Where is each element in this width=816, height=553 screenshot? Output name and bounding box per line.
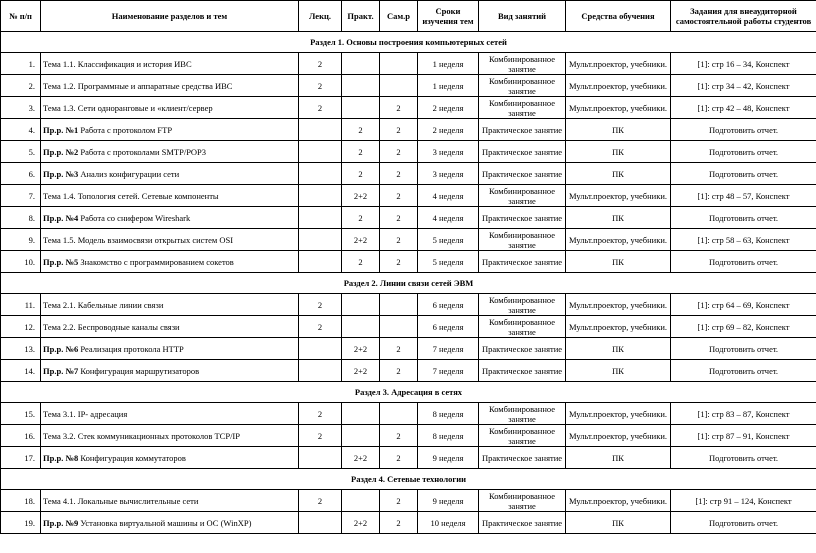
self-study-hours: 2 xyxy=(380,119,418,141)
lesson-type: Практическое занятие xyxy=(479,338,566,360)
self-study-hours xyxy=(380,316,418,338)
teaching-means: ПК xyxy=(566,207,671,229)
header-type: Вид занятий xyxy=(479,1,566,32)
table-row xyxy=(1,294,816,316)
row-number: 5. xyxy=(1,141,41,163)
table-row xyxy=(1,425,816,447)
homework-task: [1]: стр 42 – 48, Конспект xyxy=(671,97,816,119)
table-body xyxy=(1,32,816,534)
self-study-hours: 2 xyxy=(380,447,418,469)
topic-cell xyxy=(41,97,299,119)
practice-hours: 2+2 xyxy=(342,447,380,469)
teaching-means: ПК xyxy=(566,119,671,141)
header-self: Сам.р xyxy=(380,1,418,32)
homework-task: Подготовить отчет. xyxy=(671,207,816,229)
table-row xyxy=(1,53,816,75)
study-term: 10 неделя xyxy=(418,512,479,534)
practical-work-label: Пр.р. №4 xyxy=(43,212,79,223)
table-row xyxy=(1,207,816,229)
row-number: 7. xyxy=(1,185,41,207)
table-row xyxy=(1,512,816,534)
lesson-type: Практическое занятие xyxy=(479,141,566,163)
topic-cell xyxy=(41,75,299,97)
lesson-type: Практическое занятие xyxy=(479,163,566,185)
teaching-means: ПК xyxy=(566,163,671,185)
table-row xyxy=(1,403,816,425)
topic-cell xyxy=(41,403,299,425)
lesson-type: Практическое занятие xyxy=(479,251,566,273)
homework-task: [1]: стр 69 – 82, Конспект xyxy=(671,316,816,338)
study-term: 8 неделя xyxy=(418,403,479,425)
homework-task: [1]: стр 34 – 42, Конспект xyxy=(671,75,816,97)
teaching-means: Мульт.проектор, учебники. xyxy=(566,403,671,425)
study-term: 7 неделя xyxy=(418,360,479,382)
teaching-means: Мульт.проектор, учебники. xyxy=(566,316,671,338)
lecture-hours: 2 xyxy=(299,403,342,425)
lesson-type: Комбинированное занятие xyxy=(479,185,566,207)
practical-work-label: Пр.р. №7 xyxy=(43,365,79,376)
practice-hours: 2 xyxy=(342,141,380,163)
row-number: 11. xyxy=(1,294,41,316)
teaching-means: Мульт.проектор, учебники. xyxy=(566,75,671,97)
lecture-hours: 2 xyxy=(299,425,342,447)
row-number: 15. xyxy=(1,403,41,425)
homework-task: Подготовить отчет. xyxy=(671,119,816,141)
lesson-type: Комбинированное занятие xyxy=(479,53,566,75)
section-row xyxy=(1,382,816,403)
table-row xyxy=(1,338,816,360)
self-study-hours: 2 xyxy=(380,229,418,251)
lecture-hours xyxy=(299,338,342,360)
self-study-hours xyxy=(380,75,418,97)
row-number: 12. xyxy=(1,316,41,338)
self-study-hours: 2 xyxy=(380,251,418,273)
homework-task: [1]: стр 48 – 57, Конспект xyxy=(671,185,816,207)
topic-name: Установка виртуальной машины и ОС (WinXP) xyxy=(78,517,252,528)
homework-task: [1]: стр 87 – 91, Конспект xyxy=(671,425,816,447)
lesson-type: Комбинированное занятие xyxy=(479,403,566,425)
practice-hours: 2+2 xyxy=(342,512,380,534)
topic-cell xyxy=(41,185,299,207)
practice-hours: 2 xyxy=(342,207,380,229)
practice-hours xyxy=(342,53,380,75)
header-row xyxy=(1,1,816,32)
section-title: Раздел 3. Адресация в сетях xyxy=(1,382,816,403)
lecture-hours: 2 xyxy=(299,294,342,316)
topic-name: Тема 2.1. Кабельные линии связи xyxy=(43,299,164,310)
topic-cell xyxy=(41,360,299,382)
lesson-type: Комбинированное занятие xyxy=(479,75,566,97)
lecture-hours: 2 xyxy=(299,490,342,512)
topic-cell xyxy=(41,447,299,469)
lecture-hours: 2 xyxy=(299,316,342,338)
teaching-means: ПК xyxy=(566,251,671,273)
self-study-hours: 2 xyxy=(380,185,418,207)
teaching-means: ПК xyxy=(566,360,671,382)
homework-task: Подготовить отчет. xyxy=(671,141,816,163)
lesson-type: Комбинированное занятие xyxy=(479,229,566,251)
table-row xyxy=(1,447,816,469)
lecture-hours xyxy=(299,360,342,382)
section-row xyxy=(1,469,816,490)
topic-cell xyxy=(41,53,299,75)
row-number: 8. xyxy=(1,207,41,229)
lecture-hours xyxy=(299,185,342,207)
self-study-hours: 2 xyxy=(380,97,418,119)
topic-cell xyxy=(41,251,299,273)
section-title: Раздел 4. Сетевые технологии xyxy=(1,469,816,490)
teaching-means: Мульт.проектор, учебники. xyxy=(566,97,671,119)
teaching-means: Мульт.проектор, учебники. xyxy=(566,53,671,75)
practical-work-label: Пр.р. №3 xyxy=(43,168,79,179)
practice-hours xyxy=(342,75,380,97)
topic-cell xyxy=(41,316,299,338)
topic-name: Тема 3.2. Стек коммуникационных протоколов TCP/IP xyxy=(43,430,240,441)
practical-work-label: Пр.р. №9 xyxy=(43,517,79,528)
topic-cell xyxy=(41,229,299,251)
self-study-hours: 2 xyxy=(380,490,418,512)
lecture-hours: 2 xyxy=(299,97,342,119)
lecture-hours xyxy=(299,512,342,534)
lesson-type: Комбинированное занятие xyxy=(479,97,566,119)
lesson-type: Практическое занятие xyxy=(479,512,566,534)
lesson-type: Практическое занятие xyxy=(479,207,566,229)
table-row xyxy=(1,75,816,97)
homework-task: [1]: стр 83 – 87, Конспект xyxy=(671,403,816,425)
study-term: 4 неделя xyxy=(418,185,479,207)
table-row xyxy=(1,119,816,141)
lecture-hours xyxy=(299,229,342,251)
topic-cell xyxy=(41,490,299,512)
topic-cell xyxy=(41,163,299,185)
homework-task: Подготовить отчет. xyxy=(671,447,816,469)
practical-work-label: Пр.р. №1 xyxy=(43,124,79,135)
table-row xyxy=(1,490,816,512)
homework-task: Подготовить отчет. xyxy=(671,338,816,360)
topic-name: Тема 1.5. Модель взаимосвязи открытых систем OSI xyxy=(43,234,234,245)
topic-name: Работа с протоколом FTP xyxy=(78,124,173,135)
practice-hours: 2+2 xyxy=(342,360,380,382)
lecture-hours xyxy=(299,119,342,141)
table-row xyxy=(1,185,816,207)
homework-task: Подготовить отчет. xyxy=(671,163,816,185)
practice-hours xyxy=(342,403,380,425)
study-term: 8 неделя xyxy=(418,425,479,447)
homework-task: [1]: стр 64 – 69, Конспект xyxy=(671,294,816,316)
lesson-type: Комбинированное занятие xyxy=(479,425,566,447)
lecture-hours: 2 xyxy=(299,75,342,97)
topic-name: Тема 1.1. Классификация и история ИВС xyxy=(43,58,192,69)
lesson-type: Практическое занятие xyxy=(479,360,566,382)
topic-name: Работа с протоколами SMTP/POP3 xyxy=(78,146,207,157)
self-study-hours: 2 xyxy=(380,338,418,360)
header-num: № п/п xyxy=(1,1,41,32)
topic-name: Знакомство с программированием сокетов xyxy=(78,256,234,267)
teaching-means: ПК xyxy=(566,512,671,534)
lesson-type: Комбинированное занятие xyxy=(479,490,566,512)
header-name: Наименование разделов и тем xyxy=(41,1,299,32)
study-term: 5 неделя xyxy=(418,229,479,251)
practice-hours: 2 xyxy=(342,163,380,185)
practical-work-label: Пр.р. №2 xyxy=(43,146,79,157)
section-title: Раздел 2. Линии связи сетей ЭВМ xyxy=(1,273,816,294)
lecture-hours: 2 xyxy=(299,53,342,75)
topic-cell xyxy=(41,119,299,141)
row-number: 19. xyxy=(1,512,41,534)
practical-work-label: Пр.р. №6 xyxy=(43,343,79,354)
study-term: 7 неделя xyxy=(418,338,479,360)
row-number: 2. xyxy=(1,75,41,97)
self-study-hours xyxy=(380,53,418,75)
section-row xyxy=(1,32,816,53)
study-term: 3 неделя xyxy=(418,141,479,163)
lecture-hours xyxy=(299,447,342,469)
topic-name: Тема 2.2. Беспроводные каналы связи xyxy=(43,321,180,332)
table-row xyxy=(1,163,816,185)
topic-name: Анализ конфигурации сети xyxy=(78,168,180,179)
practice-hours xyxy=(342,490,380,512)
row-number: 6. xyxy=(1,163,41,185)
teaching-means: ПК xyxy=(566,141,671,163)
row-number: 3. xyxy=(1,97,41,119)
row-number: 4. xyxy=(1,119,41,141)
homework-task: [1]: стр 16 – 34, Конспект xyxy=(671,53,816,75)
topic-name: Тема 1.3. Сети одноранговые и «клиент/сервер xyxy=(43,102,213,113)
homework-task: Подготовить отчет. xyxy=(671,251,816,273)
homework-task: [1]: стр 58 – 63, Конспект xyxy=(671,229,816,251)
practical-work-label: Пр.р. №5 xyxy=(43,256,79,267)
row-number: 14. xyxy=(1,360,41,382)
self-study-hours xyxy=(380,294,418,316)
table-row xyxy=(1,229,816,251)
study-term: 2 неделя xyxy=(418,119,479,141)
row-number: 16. xyxy=(1,425,41,447)
topic-name: Работа со снифером Wireshark xyxy=(78,212,191,223)
practice-hours xyxy=(342,97,380,119)
topic-name: Тема 1.2. Программные и аппаратные средства ИВС xyxy=(43,80,233,91)
row-number: 10. xyxy=(1,251,41,273)
teaching-means: Мульт.проектор, учебники. xyxy=(566,425,671,447)
teaching-means: Мульт.проектор, учебники. xyxy=(566,185,671,207)
lesson-type: Комбинированное занятие xyxy=(479,294,566,316)
study-term: 5 неделя xyxy=(418,251,479,273)
homework-task: [1]: стр 91 – 124, Конспект xyxy=(671,490,816,512)
section-title: Раздел 1. Основы построения компьютерных сетей xyxy=(1,32,816,53)
topic-name: Конфигурация маршрутизаторов xyxy=(78,365,200,376)
teaching-means: Мульт.проектор, учебники. xyxy=(566,294,671,316)
practice-hours: 2+2 xyxy=(342,338,380,360)
topic-name: Реализация протокола HTTP xyxy=(78,343,184,354)
section-row xyxy=(1,273,816,294)
header-term: Сроки изучения тем xyxy=(418,1,479,32)
practice-hours: 2+2 xyxy=(342,185,380,207)
table-row xyxy=(1,97,816,119)
study-term: 1 неделя xyxy=(418,75,479,97)
row-number: 9. xyxy=(1,229,41,251)
teaching-means: Мульт.проектор, учебники. xyxy=(566,229,671,251)
homework-task: Подготовить отчет. xyxy=(671,360,816,382)
lecture-hours xyxy=(299,207,342,229)
lesson-type: Практическое занятие xyxy=(479,447,566,469)
topic-cell xyxy=(41,425,299,447)
teaching-means: Мульт.проектор, учебники. xyxy=(566,490,671,512)
table-row xyxy=(1,141,816,163)
topic-cell xyxy=(41,338,299,360)
row-number: 18. xyxy=(1,490,41,512)
homework-task: Подготовить отчет. xyxy=(671,512,816,534)
teaching-means: ПК xyxy=(566,338,671,360)
practice-hours: 2 xyxy=(342,119,380,141)
practical-work-label: Пр.р. №8 xyxy=(43,452,79,463)
topic-name: Тема 4.1. Локальные вычислительные сети xyxy=(43,495,199,506)
header-task: Задания для внеаудиторной самостоятельной работы студентов xyxy=(671,1,816,32)
study-term: 4 неделя xyxy=(418,207,479,229)
topic-cell xyxy=(41,141,299,163)
topic-name: Тема 1.4. Топология сетей. Сетевые компоненты xyxy=(43,190,219,201)
row-number: 17. xyxy=(1,447,41,469)
lesson-type: Практическое занятие xyxy=(479,119,566,141)
study-term: 9 неделя xyxy=(418,490,479,512)
practice-hours xyxy=(342,425,380,447)
table-row xyxy=(1,251,816,273)
study-term: 2 неделя xyxy=(418,97,479,119)
self-study-hours: 2 xyxy=(380,512,418,534)
study-term: 6 неделя xyxy=(418,316,479,338)
topic-name: Тема 3.1. IP- адресация xyxy=(43,408,128,419)
self-study-hours xyxy=(380,403,418,425)
study-term: 9 неделя xyxy=(418,447,479,469)
topic-cell xyxy=(41,294,299,316)
practice-hours: 2 xyxy=(342,251,380,273)
self-study-hours: 2 xyxy=(380,141,418,163)
self-study-hours: 2 xyxy=(380,360,418,382)
topic-cell xyxy=(41,512,299,534)
practice-hours: 2+2 xyxy=(342,229,380,251)
lecture-hours xyxy=(299,163,342,185)
row-number: 1. xyxy=(1,53,41,75)
row-number: 13. xyxy=(1,338,41,360)
lesson-type: Комбинированное занятие xyxy=(479,316,566,338)
header-lect: Лекц. xyxy=(299,1,342,32)
topic-name: Конфигурация коммутаторов xyxy=(78,452,186,463)
self-study-hours: 2 xyxy=(380,163,418,185)
practice-hours xyxy=(342,316,380,338)
self-study-hours: 2 xyxy=(380,425,418,447)
header-prac: Практ. xyxy=(342,1,380,32)
study-term: 1 неделя xyxy=(418,53,479,75)
study-term: 3 неделя xyxy=(418,163,479,185)
practice-hours xyxy=(342,294,380,316)
self-study-hours: 2 xyxy=(380,207,418,229)
study-term: 6 неделя xyxy=(418,294,479,316)
lecture-hours xyxy=(299,251,342,273)
lecture-hours xyxy=(299,141,342,163)
table-row xyxy=(1,360,816,382)
topic-cell xyxy=(41,207,299,229)
teaching-means: ПК xyxy=(566,447,671,469)
table-row xyxy=(1,316,816,338)
header-means: Средства обучения xyxy=(566,1,671,32)
